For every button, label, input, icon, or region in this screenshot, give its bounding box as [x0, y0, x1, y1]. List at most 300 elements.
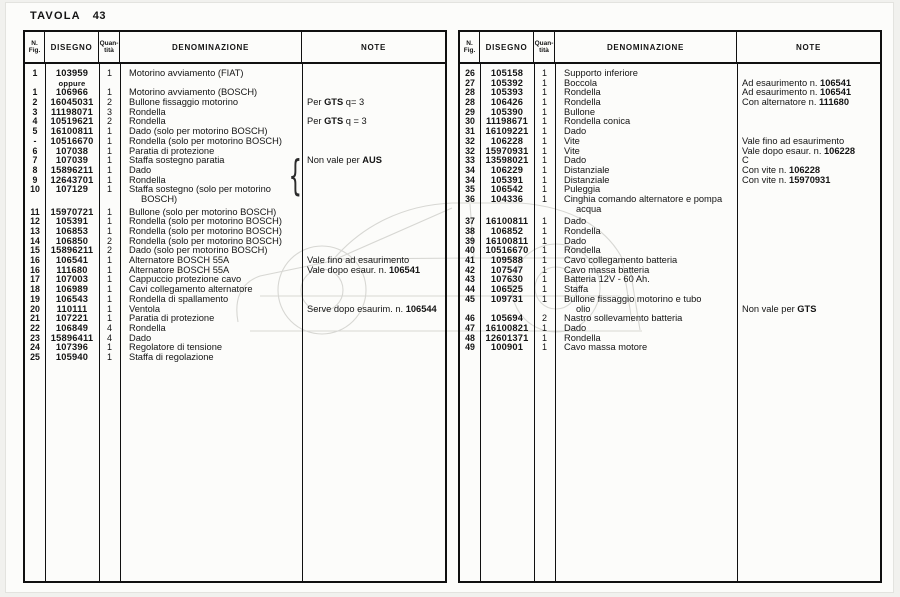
part-number-cell: 106853 [55, 226, 89, 236]
quantity-cell [534, 205, 555, 215]
denomination-cell: Alternatore BOSCH 55A [129, 255, 230, 266]
note-cell [302, 137, 445, 147]
denomination-cell: olio [576, 303, 591, 314]
part-number-cell: oppure [58, 78, 86, 88]
part-number-cell: 104336 [490, 193, 524, 204]
fig-number-cell: 23 [30, 332, 40, 343]
header-denominazione: DENOMINAZIONE [120, 32, 302, 62]
note-cell [737, 217, 880, 227]
denomination-cell: Vite [564, 135, 580, 146]
denomination-cell: Rondella conica [564, 116, 631, 127]
tavola-label: TAVOLA [30, 10, 81, 22]
fig-number-cell: 36 [465, 193, 475, 204]
denomination-cell: Ventola [129, 303, 161, 314]
fig-number-cell: 20 [30, 303, 40, 314]
quantity-cell: 1 [106, 255, 112, 266]
page-title [30, 10, 106, 22]
part-number-cell: 107630 [490, 274, 524, 285]
quantity-cell: 2 [106, 97, 112, 108]
denomination-cell: Dado [564, 235, 587, 246]
note-cell [737, 266, 880, 276]
quantity-cell: 1 [541, 68, 547, 78]
fig-number-cell: 6 [32, 145, 38, 156]
quantity-cell: 1 [541, 322, 547, 333]
part-number-cell: 16109221 [485, 126, 529, 137]
denomination-cell: Motorino avviamento (BOSCH) [129, 87, 258, 98]
table-row [25, 69, 445, 79]
denomination-cell: Distanziale [564, 164, 610, 175]
fig-number-cell: 32 [465, 135, 475, 146]
part-number-cell: 103959 [55, 68, 89, 78]
column-divider [99, 64, 100, 581]
fig-number-cell: 34 [465, 174, 475, 185]
quantity-cell: 1 [106, 68, 112, 78]
fig-number-cell: 5 [32, 126, 38, 137]
denomination-cell: Regolatore di tensione [129, 342, 223, 353]
fig-number-cell: 22 [30, 322, 40, 333]
note-cell: Vale dopo esaur. n. 106228 [742, 145, 856, 156]
column-divider [737, 64, 738, 581]
note-cell [737, 324, 880, 334]
quantity-cell: 1 [106, 342, 112, 353]
fig-number-cell: 49 [465, 342, 475, 353]
quantity-cell: 1 [106, 174, 112, 185]
fig-number-cell: 16 [30, 255, 40, 266]
fig-number-cell: 32 [465, 145, 475, 156]
part-number-cell: 106525 [490, 284, 524, 295]
fig-number-cell: 46 [465, 313, 475, 324]
part-number-cell: 15896411 [50, 332, 94, 343]
denomination-cell: Dado [129, 332, 152, 343]
part-number-cell: 10516670 [50, 135, 94, 146]
note-cell [737, 285, 880, 295]
table-row [460, 98, 880, 108]
grouping-brace: { [288, 151, 303, 200]
part-number-cell: 105940 [55, 351, 89, 362]
part-number-cell: 107221 [55, 313, 89, 324]
denomination-cell: Cavo collegamento batteria [564, 255, 678, 266]
denomination-cell: Dado [564, 322, 587, 333]
fig-number-cell: 13 [30, 226, 40, 236]
part-number-cell: 107396 [55, 342, 89, 353]
note-cell [737, 343, 880, 353]
note-cell: Per GTS q = 3 [307, 116, 367, 127]
fig-number-cell: 37 [465, 216, 475, 227]
quantity-cell: 1 [106, 216, 112, 227]
note-cell [737, 275, 880, 285]
fig-number-cell [460, 205, 480, 215]
header-denominazione: DENOMINAZIONE [555, 32, 737, 62]
fig-number-cell: 30 [465, 116, 475, 127]
table-row [460, 217, 880, 227]
quantity-cell: 1 [106, 206, 112, 217]
note-cell [737, 117, 880, 127]
denomination-cell: BOSCH) [141, 193, 178, 204]
table-row [25, 334, 445, 344]
denomination-cell: Rondella (solo per motorino BOSCH) [129, 226, 282, 236]
fig-number-cell: 14 [30, 235, 40, 246]
quantity-cell: 1 [541, 342, 547, 353]
fig-number-cell: 3 [32, 106, 38, 117]
part-number-cell: 107039 [55, 155, 89, 166]
part-number-cell: 111680 [56, 264, 88, 275]
note-cell [302, 195, 445, 205]
part-number-cell: 105391 [55, 216, 89, 227]
table-row [460, 266, 880, 276]
denomination-cell: acqua [576, 203, 602, 214]
quantity-cell: 1 [106, 155, 112, 166]
part-number-cell: 15896211 [50, 245, 94, 256]
note-cell [302, 217, 445, 227]
quantity-cell: 1 [541, 255, 547, 266]
fig-number-cell: 47 [465, 322, 475, 333]
quantity-cell: 1 [541, 97, 547, 108]
denomination-cell: Cinghia comando alternatore e pompa [564, 193, 723, 204]
table-row [25, 285, 445, 295]
denomination-cell: Cappuccio protezione cavo [129, 274, 242, 285]
table-row [460, 334, 880, 344]
note-cell [302, 185, 445, 195]
denomination-cell: Rondella [564, 226, 601, 236]
quantity-cell: 1 [106, 226, 112, 236]
quantity-cell: 1 [541, 293, 547, 304]
fig-number-cell: 29 [465, 106, 475, 117]
part-number-cell: 106852 [490, 226, 524, 236]
part-number-cell: 100901 [490, 342, 524, 353]
part-number-cell: 12643701 [50, 174, 94, 185]
denomination-cell: Rondella [564, 245, 601, 256]
denomination-cell: Bullone fissaggio motorino e tubo [564, 293, 702, 304]
denomination-cell: Staffa sostegno (solo per motorino [129, 184, 271, 195]
fig-number-cell: 34 [465, 164, 475, 175]
quantity-cell: 1 [106, 264, 112, 275]
fig-number-cell: 19 [30, 293, 40, 304]
note-cell: Non vale per AUS [307, 155, 382, 166]
quantity-cell: 2 [106, 235, 112, 246]
note-cell [737, 227, 880, 237]
quantity-cell: 1 [541, 332, 547, 343]
denomination-cell: Paratia di protezione [129, 145, 215, 156]
fig-number-cell: 42 [465, 264, 475, 275]
fig-number-cell: 12 [30, 216, 40, 227]
note-cell [302, 79, 445, 89]
note-cell [302, 334, 445, 344]
quantity-cell: 1 [541, 235, 547, 246]
header-quantita: Quan- tità [99, 32, 120, 62]
part-number-cell: 106542 [490, 184, 524, 195]
quantity-cell: 1 [541, 193, 547, 204]
denomination-cell: Puleggia [564, 184, 601, 195]
fig-number-cell: 15 [30, 245, 40, 256]
note-cell: Ad esaurimento n. 106541 [742, 77, 852, 88]
note-cell [302, 314, 445, 324]
fig-number-cell: 44 [465, 284, 475, 295]
quantity-cell: 1 [541, 164, 547, 175]
denomination-cell: Rondella (solo per motorino BOSCH) [129, 216, 282, 227]
part-number-cell: 105392 [490, 77, 524, 88]
header-fig: N. Fig. [460, 32, 480, 62]
part-number-cell: 107038 [55, 145, 89, 156]
denomination-cell: Cavo massa batteria [564, 264, 650, 275]
quantity-cell: 1 [541, 106, 547, 117]
column-divider [45, 64, 46, 581]
denomination-cell: Rondella [564, 97, 601, 108]
fig-number-cell: 35 [465, 184, 475, 195]
part-number-cell: 106229 [490, 164, 524, 175]
part-number-cell: 10516670 [485, 245, 529, 256]
fig-number-cell: 11 [30, 206, 40, 217]
denomination-cell: Rondella [129, 116, 166, 127]
note-cell [737, 314, 880, 324]
note-cell [737, 205, 880, 215]
fig-number-cell: 38 [465, 226, 475, 236]
fig-number-cell: 33 [465, 155, 475, 166]
note-cell [737, 195, 880, 205]
denomination-cell: Vite [564, 145, 580, 156]
denomination-cell: Motorino avviamento (FIAT) [129, 68, 244, 78]
denomination-cell: Rondella [129, 322, 166, 333]
note-cell: C [742, 155, 749, 166]
denomination-cell: Dado (solo per motorino BOSCH) [129, 245, 268, 256]
note-cell: Ad esaurimento n. 106541 [742, 87, 852, 98]
table-row [460, 176, 880, 186]
fig-number-cell: 48 [465, 332, 475, 343]
part-number-cell [480, 205, 534, 215]
fig-number-cell: 45 [465, 293, 475, 304]
fig-number-cell: 40 [465, 245, 475, 256]
denomination-cell: Supporto inferiore [564, 68, 638, 78]
quantity-cell: 1 [541, 126, 547, 137]
denomination-cell: Batteria 12V - 60 Ah. [564, 274, 650, 285]
part-number-cell: 107547 [490, 264, 524, 275]
part-number-cell: 105390 [490, 106, 524, 117]
tavola-number: 43 [92, 10, 107, 22]
part-number-cell: 16100811 [485, 216, 529, 227]
quantity-cell: 1 [106, 313, 112, 324]
denomination-cell: Bullone [564, 106, 596, 117]
denomination-cell: Nastro sollevamento batteria [564, 313, 683, 324]
note-cell [737, 256, 880, 266]
table-row [25, 343, 445, 353]
column-divider [302, 64, 303, 581]
quantity-cell: 1 [541, 116, 547, 127]
denomination-cell: Rondella [564, 332, 601, 343]
quantity-cell: 4 [106, 322, 112, 333]
quantity-cell: 1 [541, 226, 547, 236]
part-number-cell: 15896211 [50, 164, 94, 175]
table-header [460, 32, 880, 64]
note-cell [302, 208, 445, 218]
quantity-cell: 1 [541, 155, 547, 166]
note-cell [302, 285, 445, 295]
denomination-cell: Rondella (solo per motorino BOSCH) [129, 135, 282, 146]
note-cell [737, 108, 880, 118]
part-number-cell: 15970721 [50, 206, 94, 217]
fig-number-cell: 26 [465, 68, 475, 78]
fig-number-cell: 24 [30, 342, 40, 353]
denomination-cell: Dado [564, 126, 587, 137]
quantity-cell: 1 [541, 284, 547, 295]
table-body [25, 64, 445, 581]
note-cell: Con vite n. 15970931 [742, 174, 831, 185]
fig-number-cell: 28 [465, 97, 475, 108]
denomination-cell: Staffa [564, 284, 589, 295]
quantity-cell: 1 [541, 264, 547, 275]
header-note: NOTE [795, 42, 822, 52]
quantity-cell: 1 [106, 87, 112, 98]
part-number-cell: 107003 [55, 274, 89, 285]
column-divider [555, 64, 556, 581]
note-cell: Non vale per GTS [742, 303, 817, 314]
part-number-cell: 106989 [55, 284, 89, 295]
quantity-cell: 1 [106, 164, 112, 175]
note-cell [302, 227, 445, 237]
fig-number-cell: 1 [32, 68, 38, 78]
part-number-cell [45, 195, 99, 205]
fig-number-cell: 43 [465, 274, 475, 285]
note-cell [302, 176, 445, 186]
note-cell [737, 334, 880, 344]
header-fig: N. Fig. [25, 32, 45, 62]
fig-number-cell: 7 [32, 155, 38, 166]
note-cell [302, 353, 445, 363]
note-cell [302, 69, 445, 79]
note-cell [302, 166, 445, 176]
header-disegno: DISEGNO [480, 32, 534, 62]
note-cell: Serve dopo esaurim. n. 106544 [307, 303, 437, 314]
fig-number-cell: 17 [30, 274, 40, 285]
part-number-cell: 12601371 [485, 332, 529, 343]
quantity-cell: 1 [541, 216, 547, 227]
quantity-cell [99, 195, 120, 205]
table-row [460, 295, 880, 305]
table-row [460, 343, 880, 353]
quantity-cell: 1 [106, 184, 112, 195]
quantity-cell: 1 [106, 274, 112, 285]
fig-number-cell: 2 [32, 97, 38, 108]
note-cell [302, 275, 445, 285]
parts-table-left [23, 30, 447, 583]
fig-number-cell: 9 [32, 174, 38, 185]
denomination-cell: Rondella [129, 174, 166, 185]
part-number-cell: 109731 [490, 293, 524, 304]
fig-number-cell: 39 [465, 235, 475, 246]
fig-number-cell: 16 [30, 264, 40, 275]
part-number-cell: 106543 [55, 293, 89, 304]
part-number-cell: 16100811 [50, 126, 94, 137]
note-cell [737, 185, 880, 195]
table-row [25, 185, 445, 195]
quantity-cell: 1 [106, 126, 112, 137]
note-cell: Con vite n. 106228 [742, 164, 821, 175]
part-number-cell: 16100811 [485, 235, 529, 246]
quantity-cell: 1 [106, 284, 112, 295]
fig-number-cell: 41 [465, 255, 475, 266]
note-cell: Per GTS q= 3 [307, 97, 365, 108]
fig-number-cell: 1 [32, 87, 38, 98]
table-row [25, 314, 445, 324]
table-row [25, 137, 445, 147]
part-number-cell: 106426 [490, 97, 524, 108]
part-number-cell: 13598021 [485, 155, 529, 166]
quantity-cell: 1 [541, 184, 547, 195]
part-number-cell: 106850 [55, 235, 89, 246]
quantity-cell: 1 [541, 174, 547, 185]
denomination-cell: Dado (solo per motorino BOSCH) [129, 126, 268, 137]
part-number-cell: 105391 [490, 174, 524, 185]
table-body [460, 64, 880, 581]
quantity-cell: 1 [106, 293, 112, 304]
quantity-cell: 1 [541, 245, 547, 256]
part-number-cell: 109588 [490, 255, 524, 266]
part-number-cell: 106849 [55, 322, 89, 333]
part-number-cell: 106228 [490, 135, 524, 146]
denomination-cell: Bullone (solo per motorino BOSCH) [129, 206, 277, 217]
header-quantita: Quan- tità [534, 32, 555, 62]
note-cell [302, 127, 445, 137]
part-number-cell: 105393 [490, 87, 524, 98]
header-note: NOTE [360, 42, 387, 52]
header-disegno: DISEGNO [45, 32, 99, 62]
denomination-cell: Staffa sostegno paratia [129, 155, 225, 166]
note-cell: Vale fino ad esaurimento [742, 135, 845, 146]
denomination-cell: Paratia di protezione [129, 313, 215, 324]
fig-number-cell: - [33, 135, 37, 146]
quantity-cell: 1 [106, 303, 112, 314]
denomination-cell: Boccola [564, 77, 598, 88]
table-row [25, 147, 445, 157]
note-cell: Vale fino ad esaurimento [307, 255, 410, 266]
quantity-cell: 1 [541, 135, 547, 146]
part-number-cell: 11198071 [51, 106, 93, 117]
quantity-cell: 2 [106, 245, 112, 256]
table-header [25, 32, 445, 64]
denomination-cell: Rondella (solo per motorino BOSCH) [129, 235, 282, 246]
table-row [25, 195, 445, 205]
denomination-cell: Rondella [129, 106, 166, 117]
fig-number-cell: 10 [30, 184, 40, 195]
denomination-cell: Rondella di spallamento [129, 293, 229, 304]
fig-number-cell: 4 [32, 116, 38, 127]
column-divider [534, 64, 535, 581]
part-number-cell: 10519621 [50, 116, 94, 127]
quantity-cell: 1 [541, 145, 547, 156]
part-number-cell: 105158 [490, 68, 524, 78]
fig-number-cell: 21 [30, 313, 40, 324]
part-number-cell: 11198671 [486, 116, 528, 127]
quantity-cell: 1 [541, 77, 547, 88]
denomination-cell: Staffa di regolazione [129, 351, 214, 362]
quantity-cell: 1 [106, 145, 112, 156]
quantity-cell: 1 [541, 87, 547, 98]
quantity-cell: 1 [541, 274, 547, 285]
table-row [25, 305, 445, 315]
fig-number-cell: 8 [32, 164, 38, 175]
note-cell [302, 324, 445, 334]
quantity-cell: 1 [106, 135, 112, 146]
table-row [460, 275, 880, 285]
fig-number-cell [25, 195, 45, 205]
note-cell [737, 237, 880, 247]
parts-table-right [458, 30, 882, 583]
part-number-cell: 16045031 [50, 97, 94, 108]
denomination-cell: Rondella [564, 87, 601, 98]
note-cell [737, 246, 880, 256]
denomination-cell: Distanziale [564, 174, 610, 185]
denomination-cell: Dado [564, 216, 587, 227]
fig-number-cell: 25 [30, 351, 40, 362]
part-number-cell: 106541 [55, 255, 89, 266]
